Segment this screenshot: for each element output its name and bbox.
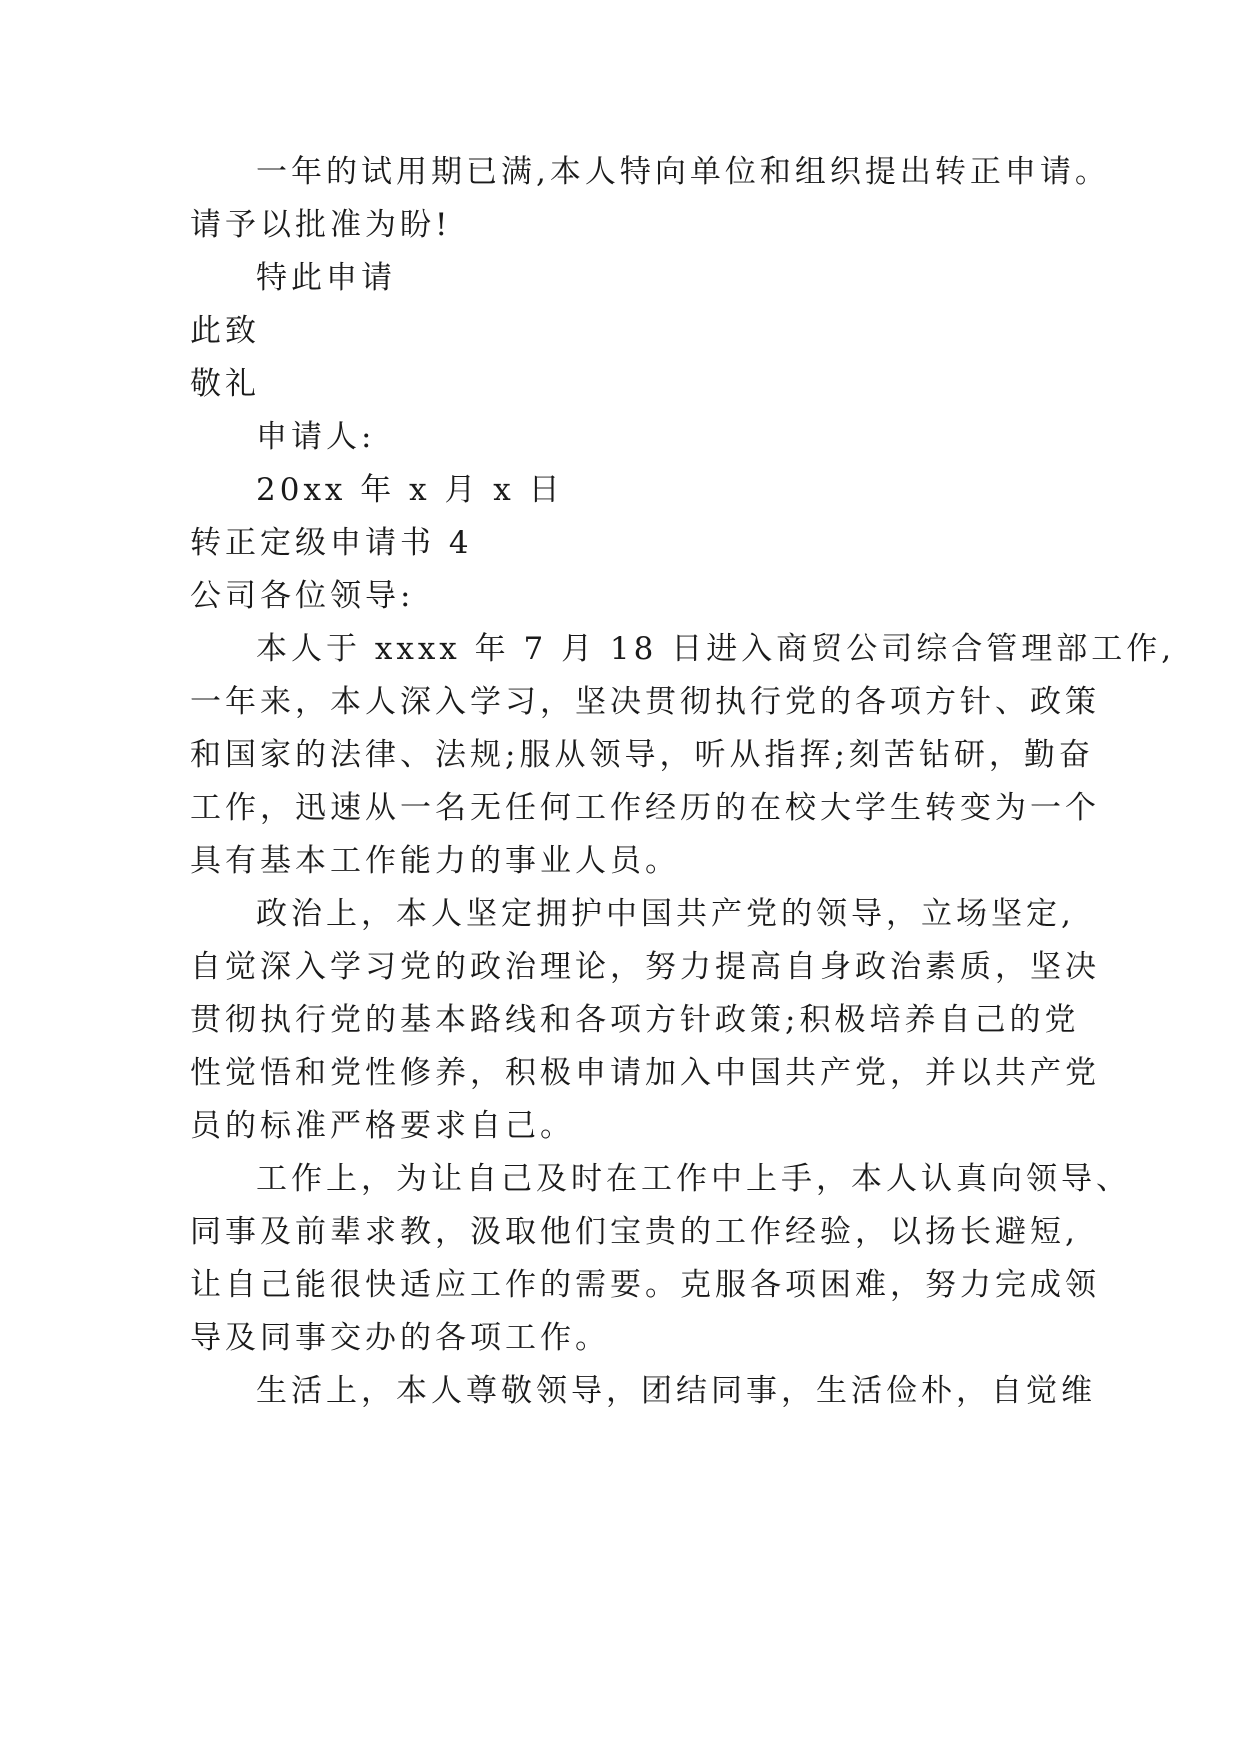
para-line: 同事及前辈求教，汲取他们宝贵的工作经验，以扬长避短, <box>190 1214 1079 1250</box>
date-line: 20xx 年 x 月 x 日 <box>256 472 564 508</box>
para-line: 贯彻执行党的基本路线和各项方针政策;积极培养自己的党 <box>190 1002 1080 1038</box>
para-line: 一年来，本人深入学习，坚决贯彻执行党的各项方针、政策 <box>190 684 1100 720</box>
para-line: 性觉悟和党性修养，积极申请加入中国共产党，并以共产党 <box>190 1055 1100 1091</box>
para-line: 本人于 xxxx 年 7 月 18 日进入商贸公司综合管理部工作, <box>256 631 1176 667</box>
para-line: 和国家的法律、法规;服从领导，听从指挥;刻苦钻研，勤奋 <box>190 737 1094 773</box>
para-line: 工作上，为让自己及时在工作中上手，本人认真向领导、 <box>256 1161 1131 1197</box>
salutation-line: 敬礼 <box>190 366 260 402</box>
para-line: 自觉深入学习党的政治理论，努力提高自身政治素质，坚决 <box>190 949 1100 985</box>
para-line: 请予以批准为盼! <box>190 207 452 243</box>
para-line: 生活上，本人尊敬领导，团结同事，生活俭朴，自觉维 <box>256 1373 1096 1409</box>
para-line: 政治上，本人坚定拥护中国共产党的领导，立场坚定, <box>256 896 1075 932</box>
para-line: 让自己能很快适应工作的需要。克服各项困难，努力完成领 <box>190 1267 1100 1303</box>
para-line: 导及同事交办的各项工作。 <box>190 1320 610 1356</box>
applicant-label: 申请人: <box>256 419 376 455</box>
para-line: 具有基本工作能力的事业人员。 <box>190 843 680 879</box>
para-line: 员的标准严格要求自己。 <box>190 1108 575 1144</box>
para-line: 一年的试用期已满,本人特向单位和组织提出转正申请。 <box>256 154 1110 190</box>
para-line: 工作，迅速从一名无任何工作经历的在校大学生转变为一个 <box>190 790 1100 826</box>
addressee: 公司各位领导: <box>190 578 415 614</box>
section-title: 转正定级申请书 4 <box>190 525 473 561</box>
salutation-line: 此致 <box>190 313 260 349</box>
special-request: 特此申请 <box>256 260 396 296</box>
